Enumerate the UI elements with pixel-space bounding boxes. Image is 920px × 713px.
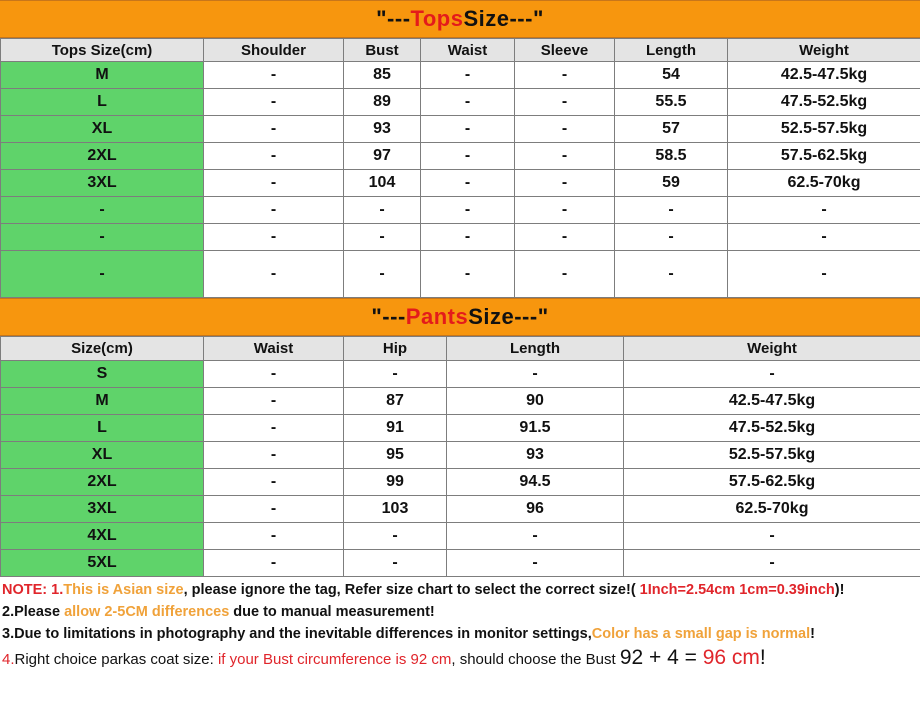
tops-table-row: [1, 62, 920, 89]
note-1-label: NOTE: 1.: [2, 582, 64, 598]
pants-table-cell: -: [204, 388, 344, 415]
tops-size-cell: XL: [1, 116, 204, 143]
tops-table-cell: -: [421, 197, 515, 224]
pants-table-cell: -: [204, 361, 344, 388]
pants-table-cell: -: [624, 550, 920, 577]
tops-table-cell: -: [515, 89, 615, 116]
pants-table-cell: 95: [344, 442, 447, 469]
tops-table-row: [1, 251, 920, 298]
note-3: [2, 625, 918, 644]
tops-column-header: Weight: [728, 39, 920, 62]
tops-table-cell: 85: [344, 62, 421, 89]
pants-table-cell: -: [204, 442, 344, 469]
pants-table-cell: 52.5-57.5kg: [624, 442, 920, 469]
pants-table-cell: -: [204, 415, 344, 442]
pants-table-cell: -: [204, 550, 344, 577]
tops-table-cell: -: [615, 251, 728, 298]
tops-table-cell: 89: [344, 89, 421, 116]
tops-table-cell: -: [204, 251, 344, 298]
tops-column-header: Waist: [421, 39, 515, 62]
note-4-end: !: [759, 646, 766, 669]
tops-title-suffix: Size---": [463, 6, 544, 31]
tops-title-prefix: "---: [376, 6, 411, 31]
pants-table-cell: 91.5: [447, 415, 624, 442]
tops-table-cell: -: [204, 170, 344, 197]
tops-table-cell: 104: [344, 170, 421, 197]
pants-table-cell: -: [344, 523, 447, 550]
pants-table-cell: -: [204, 523, 344, 550]
pants-table-cell: -: [624, 361, 920, 388]
pants-table-row: [1, 361, 920, 388]
pants-table-row: [1, 442, 920, 469]
pants-size-cell: L: [1, 415, 204, 442]
tops-table-cell: -: [615, 197, 728, 224]
tops-table-cell: -: [421, 224, 515, 251]
size-notes: [0, 577, 920, 669]
pants-table-cell: 94.5: [447, 469, 624, 496]
tops-table-cell: -: [728, 224, 920, 251]
pants-table-row: [1, 496, 920, 523]
pants-column-header: Hip: [344, 337, 447, 361]
note-3-end: !: [810, 626, 815, 642]
pants-table-cell: -: [204, 469, 344, 496]
tops-table-cell: 58.5: [615, 143, 728, 170]
tops-table-cell: 42.5-47.5kg: [728, 62, 920, 89]
tops-table-cell: 62.5-70kg: [728, 170, 920, 197]
note-4-formula: 92 + 4 =: [619, 646, 703, 669]
note-2: [2, 603, 918, 622]
note-2-text: due to manual measurement!: [229, 604, 435, 620]
pants-table-cell: 47.5-52.5kg: [624, 415, 920, 442]
tops-size-cell: L: [1, 89, 204, 116]
note-3-text: 3.Due to limitations in photography and the inevitable differences in monitor settings,: [2, 626, 592, 642]
tops-table-cell: -: [204, 143, 344, 170]
tops-table-cell: -: [344, 224, 421, 251]
pants-table-row: [1, 523, 920, 550]
pants-table-cell: 62.5-70kg: [624, 496, 920, 523]
tops-table-cell: -: [421, 251, 515, 298]
note-4: [2, 648, 918, 669]
tops-table-cell: -: [515, 62, 615, 89]
note-3-highlight: Color has a small gap is normal: [591, 626, 811, 642]
tops-table-cell: 47.5-52.5kg: [728, 89, 920, 116]
note-4-text-2: , should choose the Bust: [451, 651, 620, 668]
pants-table-cell: 96: [447, 496, 624, 523]
note-1-end: )!: [834, 582, 845, 598]
tops-table-row: [1, 143, 920, 170]
pants-table-cell: 87: [344, 388, 447, 415]
tops-table-cell: -: [204, 89, 344, 116]
note-1-text: , please ignore the tag, Refer size chart to select the correct size!(: [183, 582, 640, 598]
tops-table-cell: -: [344, 197, 421, 224]
tops-table-cell: -: [204, 224, 344, 251]
tops-table-cell: 59: [615, 170, 728, 197]
note-1: [2, 581, 918, 600]
note-1-highlight: This is Asian size: [63, 582, 184, 598]
pants-table-row: [1, 415, 920, 442]
tops-size-cell: -: [1, 224, 204, 251]
pants-size-cell: 5XL: [1, 550, 204, 577]
tops-column-header: Tops Size(cm): [1, 39, 204, 62]
tops-column-header: Sleeve: [515, 39, 615, 62]
pants-table-cell: 103: [344, 496, 447, 523]
pants-table-cell: -: [624, 523, 920, 550]
pants-table-cell: 99: [344, 469, 447, 496]
tops-table-row: [1, 116, 920, 143]
tops-header-row: [1, 39, 920, 62]
note-4-result: 96 cm: [702, 646, 760, 669]
tops-table-cell: 57.5-62.5kg: [728, 143, 920, 170]
tops-table-cell: 55.5: [615, 89, 728, 116]
pants-size-cell: 3XL: [1, 496, 204, 523]
pants-column-header: Waist: [204, 337, 344, 361]
tops-table-cell: -: [515, 143, 615, 170]
tops-table-cell: -: [728, 197, 920, 224]
tops-size-cell: 3XL: [1, 170, 204, 197]
tops-table-cell: 52.5-57.5kg: [728, 116, 920, 143]
tops-size-cell: -: [1, 197, 204, 224]
pants-table-cell: 90: [447, 388, 624, 415]
tops-table-cell: 57: [615, 116, 728, 143]
pants-title-suffix: Size---": [468, 304, 549, 329]
pants-size-banner: [0, 298, 920, 336]
pants-table-cell: -: [344, 550, 447, 577]
note-2-label: 2.Please: [2, 604, 65, 620]
note-2-highlight: allow 2-5CM differences: [64, 604, 230, 620]
pants-table-cell: -: [204, 496, 344, 523]
tops-table-cell: 97: [344, 143, 421, 170]
pants-header-row: [1, 337, 920, 361]
tops-table-cell: -: [204, 116, 344, 143]
pants-size-table: [0, 336, 920, 577]
tops-table-cell: -: [515, 170, 615, 197]
tops-table-cell: -: [204, 197, 344, 224]
pants-table-row: [1, 469, 920, 496]
tops-column-header: Length: [615, 39, 728, 62]
tops-table-cell: -: [421, 143, 515, 170]
tops-table-cell: 93: [344, 116, 421, 143]
pants-table-cell: 91: [344, 415, 447, 442]
tops-table-cell: -: [515, 251, 615, 298]
pants-table-cell: 42.5-47.5kg: [624, 388, 920, 415]
pants-title-prefix: "---: [371, 304, 406, 329]
tops-title-highlight: Tops: [410, 6, 464, 31]
pants-size-cell: 2XL: [1, 469, 204, 496]
tops-table-cell: 54: [615, 62, 728, 89]
note-4-highlight: if your Bust circumference is 92 cm: [217, 651, 452, 668]
note-4-text: Right choice parkas coat size:: [14, 651, 218, 668]
note-1-conversion: 1Inch=2.54cm 1cm=0.39inch: [639, 582, 835, 598]
note-4-label: 4.: [2, 651, 15, 668]
tops-table-row: [1, 224, 920, 251]
pants-column-header: Length: [447, 337, 624, 361]
tops-size-cell: 2XL: [1, 143, 204, 170]
tops-column-header: Bust: [344, 39, 421, 62]
pants-table-cell: -: [447, 550, 624, 577]
tops-table-row: [1, 197, 920, 224]
pants-title-highlight: Pants: [405, 304, 469, 329]
tops-table-cell: -: [421, 170, 515, 197]
tops-table-cell: -: [515, 197, 615, 224]
pants-table-cell: 57.5-62.5kg: [624, 469, 920, 496]
tops-table-cell: -: [421, 116, 515, 143]
tops-table-cell: -: [728, 251, 920, 298]
tops-table-cell: -: [421, 89, 515, 116]
tops-size-cell: M: [1, 62, 204, 89]
tops-table-row: [1, 170, 920, 197]
pants-table-row: [1, 550, 920, 577]
tops-table-cell: -: [204, 62, 344, 89]
pants-size-cell: S: [1, 361, 204, 388]
pants-table-cell: -: [447, 523, 624, 550]
tops-table-cell: -: [615, 224, 728, 251]
tops-column-header: Shoulder: [204, 39, 344, 62]
tops-size-banner: [0, 0, 920, 38]
pants-column-header: Size(cm): [1, 337, 204, 361]
pants-size-cell: 4XL: [1, 523, 204, 550]
tops-table-row: [1, 89, 920, 116]
pants-table-cell: -: [344, 361, 447, 388]
pants-table-row: [1, 388, 920, 415]
pants-column-header: Weight: [624, 337, 920, 361]
pants-table-cell: -: [447, 361, 624, 388]
tops-table-cell: -: [421, 62, 515, 89]
pants-size-cell: M: [1, 388, 204, 415]
pants-size-cell: XL: [1, 442, 204, 469]
pants-table-cell: 93: [447, 442, 624, 469]
tops-table-cell: -: [515, 116, 615, 143]
tops-size-cell: -: [1, 251, 204, 298]
tops-table-cell: -: [515, 224, 615, 251]
tops-table-cell: -: [344, 251, 421, 298]
tops-size-table: [0, 38, 920, 298]
